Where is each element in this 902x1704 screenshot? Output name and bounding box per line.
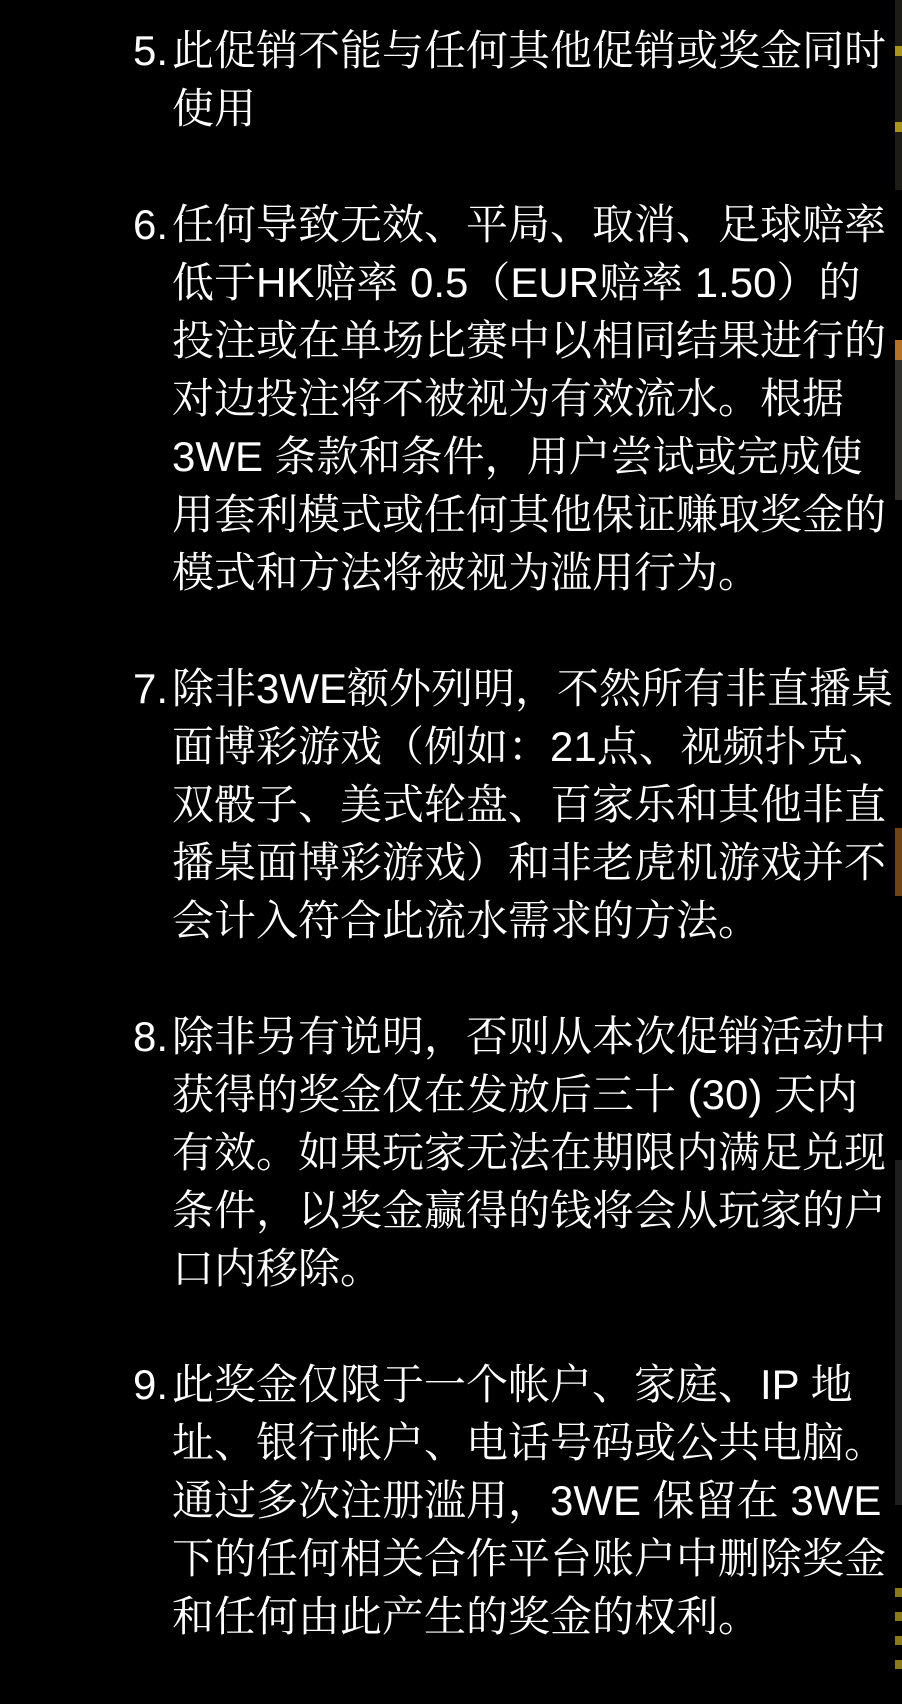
edge-sliver-segment xyxy=(895,340,902,360)
edge-sliver-segment xyxy=(895,0,902,190)
edge-sliver-segment xyxy=(895,1160,902,1505)
term-line: 模式和方法将被视为滥用行为。 xyxy=(172,549,761,596)
term-line: 使用 xyxy=(172,85,257,132)
term-line: 面博彩游戏（例如：21点、视频扑克、 xyxy=(172,723,891,770)
term-line: 获得的奖金仅在发放后三十 (30) 天内 xyxy=(172,1071,859,1118)
term-lines xyxy=(172,1008,893,1298)
screen-edge-strip xyxy=(895,0,902,1673)
term-line: 3WE 条款和条件，用户尝试或完成使 xyxy=(172,433,863,480)
term-number: 8. xyxy=(133,1013,169,1060)
term-lines xyxy=(172,1356,893,1646)
term-line: 口内移除。 xyxy=(172,1245,383,1292)
term-line: 址、银行帐户、电话号码或公共电脑。 xyxy=(172,1419,887,1466)
term-item xyxy=(133,196,893,602)
term-number: 5. xyxy=(133,27,169,74)
term-line: 对边投注将不被视为有效流水。根据 xyxy=(172,375,845,422)
edge-sliver-segment xyxy=(895,46,902,56)
term-line: 此奖金仅限于一个帐户、家庭、IP 地 xyxy=(172,1361,853,1408)
term-line: 有效。如果玩家无法在期限内满足兑现 xyxy=(172,1129,887,1176)
term-line: 双骰子、美式轮盘、百家乐和其他非直 xyxy=(172,781,887,828)
edge-sliver-segment xyxy=(895,360,902,500)
term-lines xyxy=(172,196,893,602)
edge-sliver-segment xyxy=(895,1660,902,1669)
term-line: 投注或在单场比赛中以相同结果进行的 xyxy=(172,317,887,364)
term-lines xyxy=(172,22,893,138)
term-line: 会计入符合此流水需求的方法。 xyxy=(172,897,761,944)
edge-sliver-segment xyxy=(895,1588,902,1597)
term-line: 任何导致无效、平局、取消、足球赔率 xyxy=(172,201,887,248)
edge-sliver-segment xyxy=(895,122,902,132)
edge-sliver-segment xyxy=(895,1636,902,1645)
term-line: 通过多次注册滥用，3WE 保留在 3WE xyxy=(172,1477,882,1524)
term-line: 低于HK赔率 0.5（EUR赔率 1.50）的 xyxy=(172,259,861,306)
term-item xyxy=(133,1356,893,1646)
term-line: 播桌面博彩游戏）和非老虎机游戏并不 xyxy=(172,839,887,886)
term-line: 除非另有说明，否则从本次促销活动中 xyxy=(172,1013,887,1060)
term-item xyxy=(133,22,893,138)
term-line: 条件，以奖金赢得的钱将会从玩家的户 xyxy=(172,1187,887,1234)
term-line: 和任何由此产生的奖金的权利。 xyxy=(172,1593,761,1640)
term-number: 7. xyxy=(133,665,169,712)
term-line: 此促销不能与任何其他促销或奖金同时 xyxy=(172,27,887,74)
edge-sliver-segment xyxy=(895,828,902,896)
term-number: 9. xyxy=(133,1361,169,1408)
edge-sliver-segment xyxy=(895,1612,902,1621)
term-item xyxy=(133,1008,893,1298)
term-number: 6. xyxy=(133,201,169,248)
term-line: 用套利模式或任何其他保证赚取奖金的 xyxy=(172,491,887,538)
term-line: 除非3WE额外列明，不然所有非直播桌 xyxy=(172,665,894,712)
term-lines xyxy=(172,660,893,950)
term-line: 下的任何相关合作平台账户中删除奖金 xyxy=(172,1535,887,1582)
term-item xyxy=(133,660,893,950)
terms-list xyxy=(133,22,893,1704)
